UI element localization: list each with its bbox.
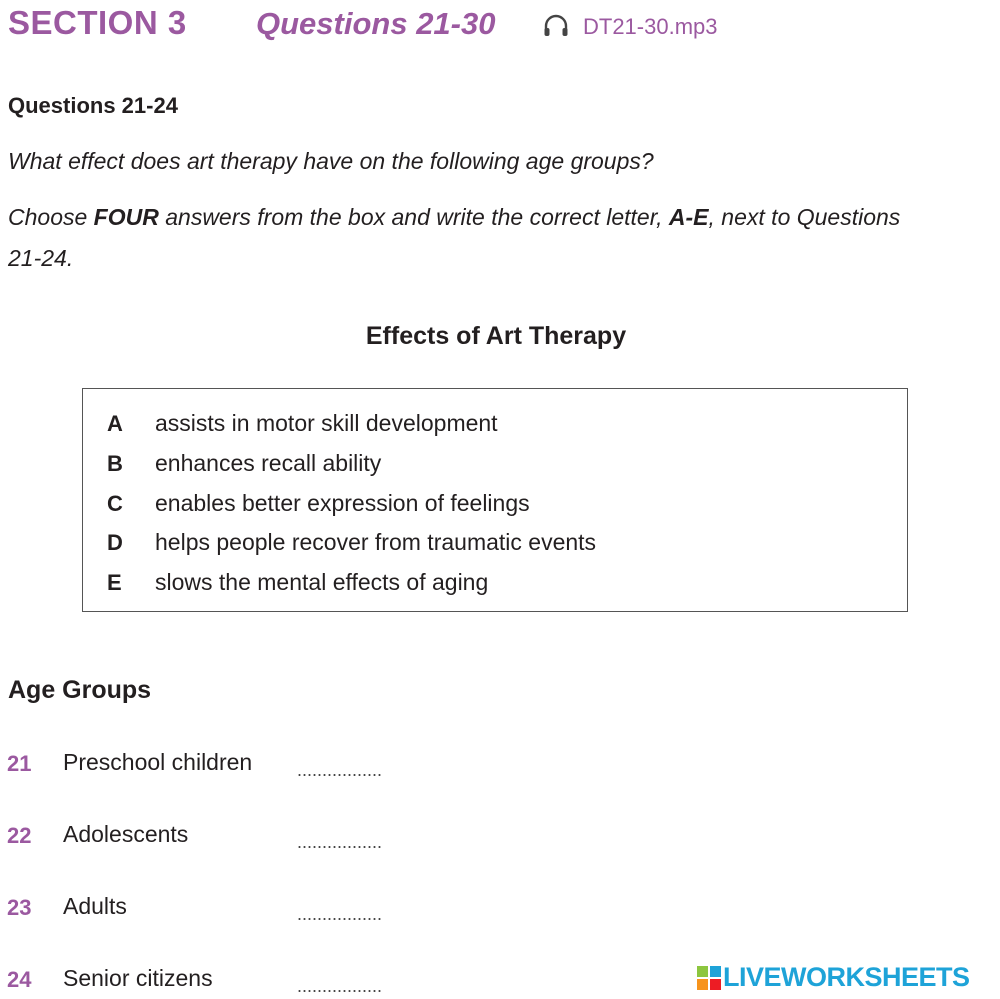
- options-box: [82, 388, 908, 612]
- section-title: SECTION 3: [8, 4, 187, 41]
- option-letter-b: B: [107, 451, 123, 476]
- watermark-text: LIVEWORKSHEETS: [723, 962, 970, 992]
- age-groups-heading: Age Groups: [8, 676, 152, 704]
- option-letter-c: C: [107, 491, 123, 516]
- option-text-d: helps people recover from traumatic events: [155, 529, 597, 555]
- instruction-text: Choose: [8, 204, 94, 230]
- answer-blank[interactable]: .................: [297, 760, 383, 780]
- option-letter-a: A: [107, 411, 123, 436]
- questions-range-title: Questions 21-30: [256, 6, 496, 41]
- question-number: 24: [7, 967, 32, 992]
- question-label: Adolescents: [63, 821, 189, 847]
- option-letter-d: D: [107, 530, 123, 555]
- instruction-text: , next to Questions: [708, 204, 901, 230]
- option-text-b: enhances recall ability: [155, 450, 382, 476]
- instruction-text: answers from the box and write the correct letter,: [158, 204, 669, 230]
- question-label: Adults: [63, 893, 127, 919]
- liveworksheets-logo-icon: [697, 966, 721, 990]
- question-number: 22: [7, 823, 32, 848]
- question-label: Preschool children: [63, 749, 253, 775]
- question-number: 23: [7, 895, 32, 920]
- audio-file-link[interactable]: DT21-30.mp3: [583, 14, 718, 39]
- option-letter-e: E: [107, 570, 122, 595]
- instruction-line-1: [8, 204, 900, 231]
- box-title: Effects of Art Therapy: [365, 322, 627, 350]
- answer-blank[interactable]: .................: [297, 976, 383, 996]
- questions-subheading: Questions 21-24: [8, 93, 178, 118]
- option-text-c: enables better expression of feelings: [155, 490, 530, 516]
- instruction-bold-range: A-E: [668, 204, 709, 230]
- question-label: Senior citizens: [63, 965, 213, 991]
- answer-blank[interactable]: .................: [297, 832, 383, 852]
- instruction-line-2: 21-24.: [8, 245, 74, 271]
- instruction-bold-count: FOUR: [93, 204, 159, 230]
- liveworksheets-watermark: [697, 962, 970, 993]
- answer-blank[interactable]: .................: [297, 904, 383, 924]
- question-number: 21: [7, 751, 32, 776]
- option-text-a: assists in motor skill development: [155, 410, 498, 436]
- option-text-e: slows the mental effects of aging: [155, 569, 489, 595]
- question-prompt: What effect does art therapy have on the following age groups?: [8, 148, 654, 174]
- headphones-icon[interactable]: [543, 14, 569, 38]
